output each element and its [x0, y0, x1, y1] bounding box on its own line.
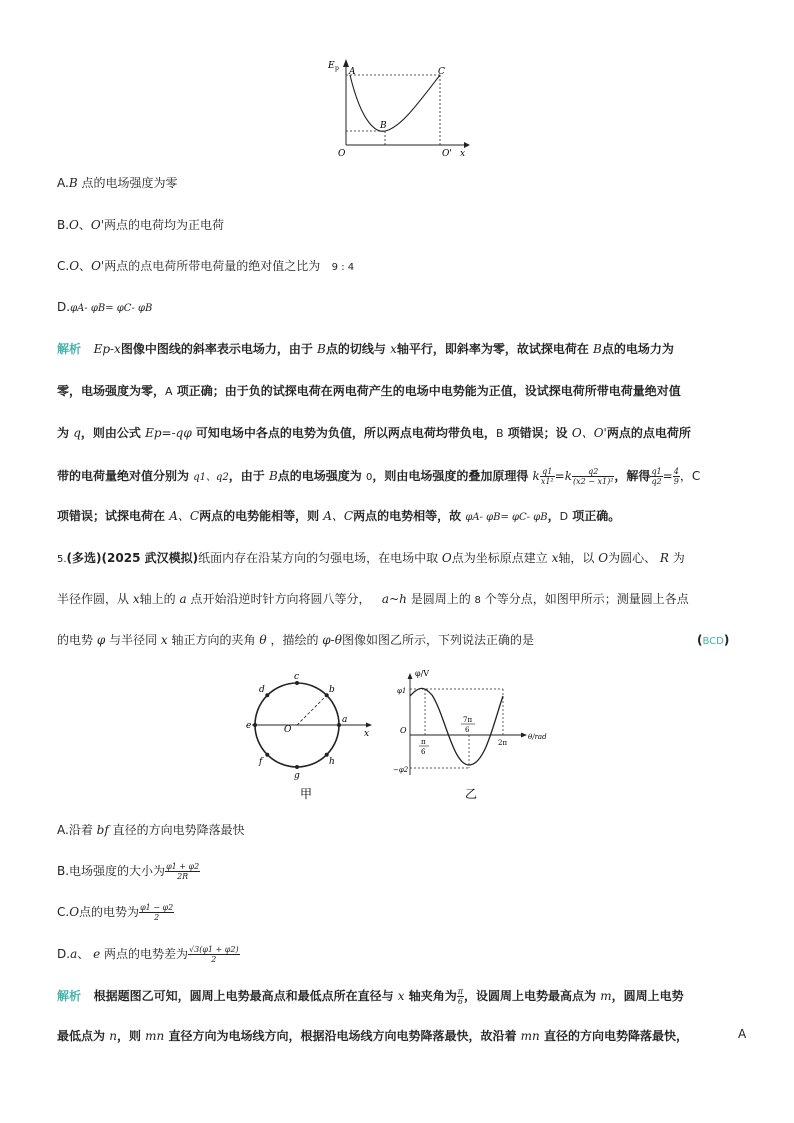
- x-axis-arrow: [464, 142, 470, 148]
- svg-text:a: a: [342, 715, 348, 725]
- point-b-label: B: [380, 121, 387, 131]
- svg-text:x: x: [364, 729, 370, 739]
- svg-text:g: g: [294, 771, 300, 781]
- o-prime-label: O': [442, 149, 452, 159]
- sol4-line-4: 带的电荷量绝对值分别为 q1、q2，由于 B点的电场强度为 0，则由电场强度的叠加原理得 k $\frac{q1}{\text{x1²}}$ =k $\frac{q2}{\text{(x2 − x1)²}}$ ，解得 $\frac{q1}{q2}$ = $\frac{4}{9}$ ，C: [57, 467, 701, 486]
- svg-text:−φ2: −φ2: [393, 766, 409, 774]
- q5-line-1: 5.(多选)(2025 武汉模拟)纸面内存在沿某方向的匀强电场，在电场中取 O点为坐标原点建立 x轴，以 O为圆心、 R 为: [57, 551, 685, 565]
- sol4-line-5: 项错误；试探电荷在 A、C两点的电势能相等，则 A、C两点的电势相等，故 φA- φB= φC- φB，D 项正确。: [57, 509, 621, 523]
- sol4-line-2: 零，电场强度为零，A 项正确；由于负的试探电荷在两电荷产生的电场中电势能为正值，设试探电荷所带电荷量绝对值: [57, 384, 681, 398]
- point-a-label: A: [349, 67, 356, 77]
- q4-option-c: C.O、O'两点的点电荷所带电荷量的绝对值之比为 9 : 4: [57, 259, 355, 273]
- sol5-line-2-end: A: [738, 1027, 747, 1041]
- svg-text:6: 6: [465, 726, 470, 734]
- q5-option-d: D.a、 e 两点的电势差为 $\frac{√3(\varphi 1 + \varphi 2)}{2}$: [57, 945, 239, 964]
- phi-theta-graph: [385, 665, 565, 805]
- sol5-line-2: 最低点为 n，则 mn 直径方向为电场线方向，根据沿电场线方向电势降落最快，故沿着 mn 直径的方向电势降落最快，: [57, 1029, 688, 1043]
- q5-line-2: 半径作圆，从 x轴上的 a 点开始沿逆时针方向将圆八等分， a~h 是圆周上的 8 个等分点，如图甲所示；测量圆上各点: [57, 592, 689, 606]
- svg-text:O: O: [284, 725, 292, 735]
- point-c-label: C: [438, 67, 445, 77]
- svg-text:c: c: [294, 672, 300, 682]
- q5-option-b: B.电场强度的大小为 $\frac{\varphi 1 + \varphi 2}{2R}$: [57, 862, 200, 881]
- caption-jia: 甲: [300, 787, 313, 801]
- radius-dashed: [297, 695, 327, 725]
- q4-option-b: B.O、O'两点的电荷均为正电荷: [57, 218, 225, 232]
- svg-text:d: d: [259, 685, 265, 695]
- origin-label: O: [338, 149, 346, 159]
- svg-text:e: e: [246, 721, 252, 731]
- svg-text:2π: 2π: [498, 739, 508, 747]
- svg-text:f: f: [259, 757, 263, 767]
- q5-answer: (BCD): [697, 633, 730, 647]
- q5-option-a: A.沿着 bf 直径的方向电势降落最快: [57, 823, 245, 837]
- ep-curve: [350, 75, 440, 131]
- q5-option-c: C.O点的电势为 $\frac{\varphi 1 - \varphi 2}{2}$: [57, 903, 174, 922]
- sol4-line-3: 为 q，则由公式 Ep=-qφ 可知电场中各点的电势为负值，所以两点电荷均带负电，B 项错误；设 O、O'两点的点电荷所: [57, 426, 691, 440]
- y-axis-arrow: [343, 59, 349, 67]
- ep-sub: p: [335, 65, 339, 72]
- svg-text:π: π: [421, 738, 426, 746]
- ep-label: E: [328, 61, 335, 71]
- circle-figure: [240, 668, 380, 803]
- sol5-line-1: 解析 根据题图乙可知，圆周上电势最高点和最低点所在直径与 x 轴夹角为 $\frac{\pi}{6}$ ，设圆周上电势最高点为 m，圆周上电势: [57, 987, 684, 1006]
- caption-yi: 乙: [465, 787, 478, 801]
- ep-x-graph: [322, 55, 472, 160]
- svg-text:φ/V: φ/V: [415, 669, 430, 678]
- analysis-tag: 解析: [57, 342, 82, 356]
- q4-option-a: A.B 点的电场强度为零: [57, 176, 178, 190]
- sol4-line-1: 解析 Ep-x图像中图线的斜率表示电场力，由于 B点的切线与 x轴平行，即斜率为零，故试探电荷在 B点的电场力为: [57, 342, 674, 356]
- analysis-tag: 解析: [57, 989, 82, 1003]
- svg-text:φ1: φ1: [397, 687, 407, 695]
- x-axis-label: x: [460, 149, 466, 159]
- svg-text:6: 6: [421, 748, 426, 756]
- q4-option-d: D.φA- φB= φC- φB: [57, 300, 153, 314]
- svg-text:b: b: [329, 685, 335, 695]
- svg-text:h: h: [329, 757, 335, 767]
- svg-text:O: O: [400, 726, 407, 735]
- svg-text:7π: 7π: [463, 716, 473, 724]
- svg-text:θ/rad: θ/rad: [528, 733, 547, 741]
- q5-line-3: 的电势 φ 与半径同 x 轴正方向的夹角 θ ，描绘的 φ-θ图像如图乙所示，下列说法正确的是: [57, 633, 534, 647]
